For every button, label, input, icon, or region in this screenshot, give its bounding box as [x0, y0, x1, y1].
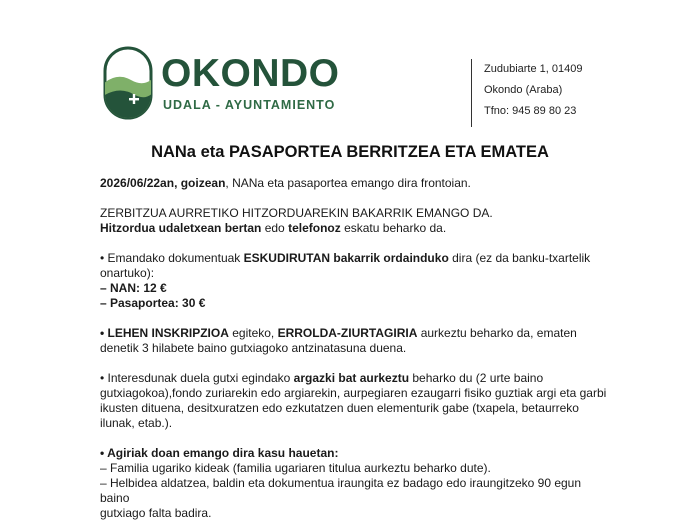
- okondo-emblem-icon: [103, 46, 155, 120]
- text: ZERBITZUA AURRETIKO HITZORDUAREKIN BAKARRIK EMANGO DA: [100, 206, 490, 220]
- paragraph: [100, 446, 610, 521]
- text: onartuko):: [100, 266, 155, 280]
- text: gutxiagokoa),fondo zuriarekin edo argiarekin, aurpegiaren ezaugarri fisiko guztiak argi eta garbi: [100, 386, 607, 400]
- text-line: [100, 341, 610, 356]
- text: baino: [100, 491, 130, 505]
- bold-text: telefonoz: [288, 221, 341, 235]
- text-line: [100, 176, 610, 191]
- text: egiteko,: [228, 326, 278, 340]
- text: ilunak, etab.).: [100, 416, 173, 430]
- text: beharko du (2 urte baino: [409, 371, 544, 385]
- text-line: [100, 461, 610, 476]
- text: – Helbidea aldatzea, baldin eta dokumentua iraungita ez badago edo iraungitzeko 90 egun: [100, 476, 582, 490]
- text: – Familia ugariko kideak (familia ugariaren titulua aurkeztu beharko dute).: [100, 461, 491, 475]
- text-line: [100, 251, 610, 266]
- text-line: [100, 281, 610, 296]
- bold-text: Hitzordua udaletxean bertan: [100, 221, 262, 235]
- text: gutxiago falta badira.: [100, 506, 212, 520]
- paragraph: [100, 206, 610, 236]
- text-line: [100, 476, 610, 491]
- text: .: [489, 206, 493, 220]
- text: denetik 3 hilabete baino gutxiagoko antzinatasuna duena.: [100, 341, 407, 355]
- text: eskatu beharko da.: [340, 221, 447, 235]
- address-block: [471, 59, 582, 127]
- bold-text: argazki bat aurkeztu: [293, 371, 410, 385]
- page-title: NANa eta PASAPORTEA BERRITZEA ETA EMATEA: [151, 143, 549, 161]
- text: aurkeztu beharko da, ematen: [417, 326, 577, 340]
- bold-text: – Pasaportea: 30 €: [100, 296, 206, 310]
- text-line: [100, 221, 610, 236]
- text-line: [100, 296, 610, 311]
- text-line: [100, 266, 610, 281]
- paragraph: [100, 326, 610, 356]
- bold-text: 2026/06/22an, goizean: [100, 176, 226, 190]
- text: , NANa eta pasaportea emango dira frontoian.: [225, 176, 471, 190]
- text: edo: [261, 221, 289, 235]
- text: dira (ez da banku-txartelik: [448, 251, 591, 265]
- logo-name: OKONDO: [161, 52, 340, 95]
- text-line: [100, 386, 610, 401]
- text: • Emandako dokumentuak: [100, 251, 244, 265]
- document-body: [100, 176, 610, 521]
- bold-text: ESKUDIRUTAN bakarrik ordainduko: [243, 251, 449, 265]
- text-line: [100, 446, 610, 461]
- bold-text: • LEHEN INSKRIPZIOA: [100, 326, 229, 340]
- text: ikusten dituena, desitxuratzen edo ezkutatzen duen elementurik gabe (txapela, betaurreko: [100, 401, 579, 415]
- text-line: [100, 491, 610, 506]
- paragraph: [100, 176, 610, 191]
- text-line: [100, 416, 610, 431]
- address-line: Zudubiarte 1, 01409: [484, 63, 583, 75]
- bold-text: – NAN: 12 €: [100, 281, 167, 295]
- text-line: [100, 206, 610, 221]
- bold-text: ERROLDA-ZIURTAGIRIA: [277, 326, 418, 340]
- text: • Interesdunak duela gutxi egindako: [100, 371, 294, 385]
- text-line: [100, 371, 610, 386]
- logo-subtitle: UDALA - AYUNTAMIENTO: [163, 98, 336, 112]
- text-line: [100, 326, 610, 341]
- address-line: Okondo (Araba): [484, 84, 563, 96]
- paragraph: [100, 251, 610, 311]
- bold-text: • Agiriak doan emango dira kasu hauetan:: [100, 446, 339, 460]
- text-line: [100, 401, 610, 416]
- text-line: [100, 506, 610, 521]
- address-line: Tfno: 945 89 80 23: [484, 105, 577, 117]
- okondo-logo: [103, 46, 340, 120]
- paragraph: [100, 371, 610, 431]
